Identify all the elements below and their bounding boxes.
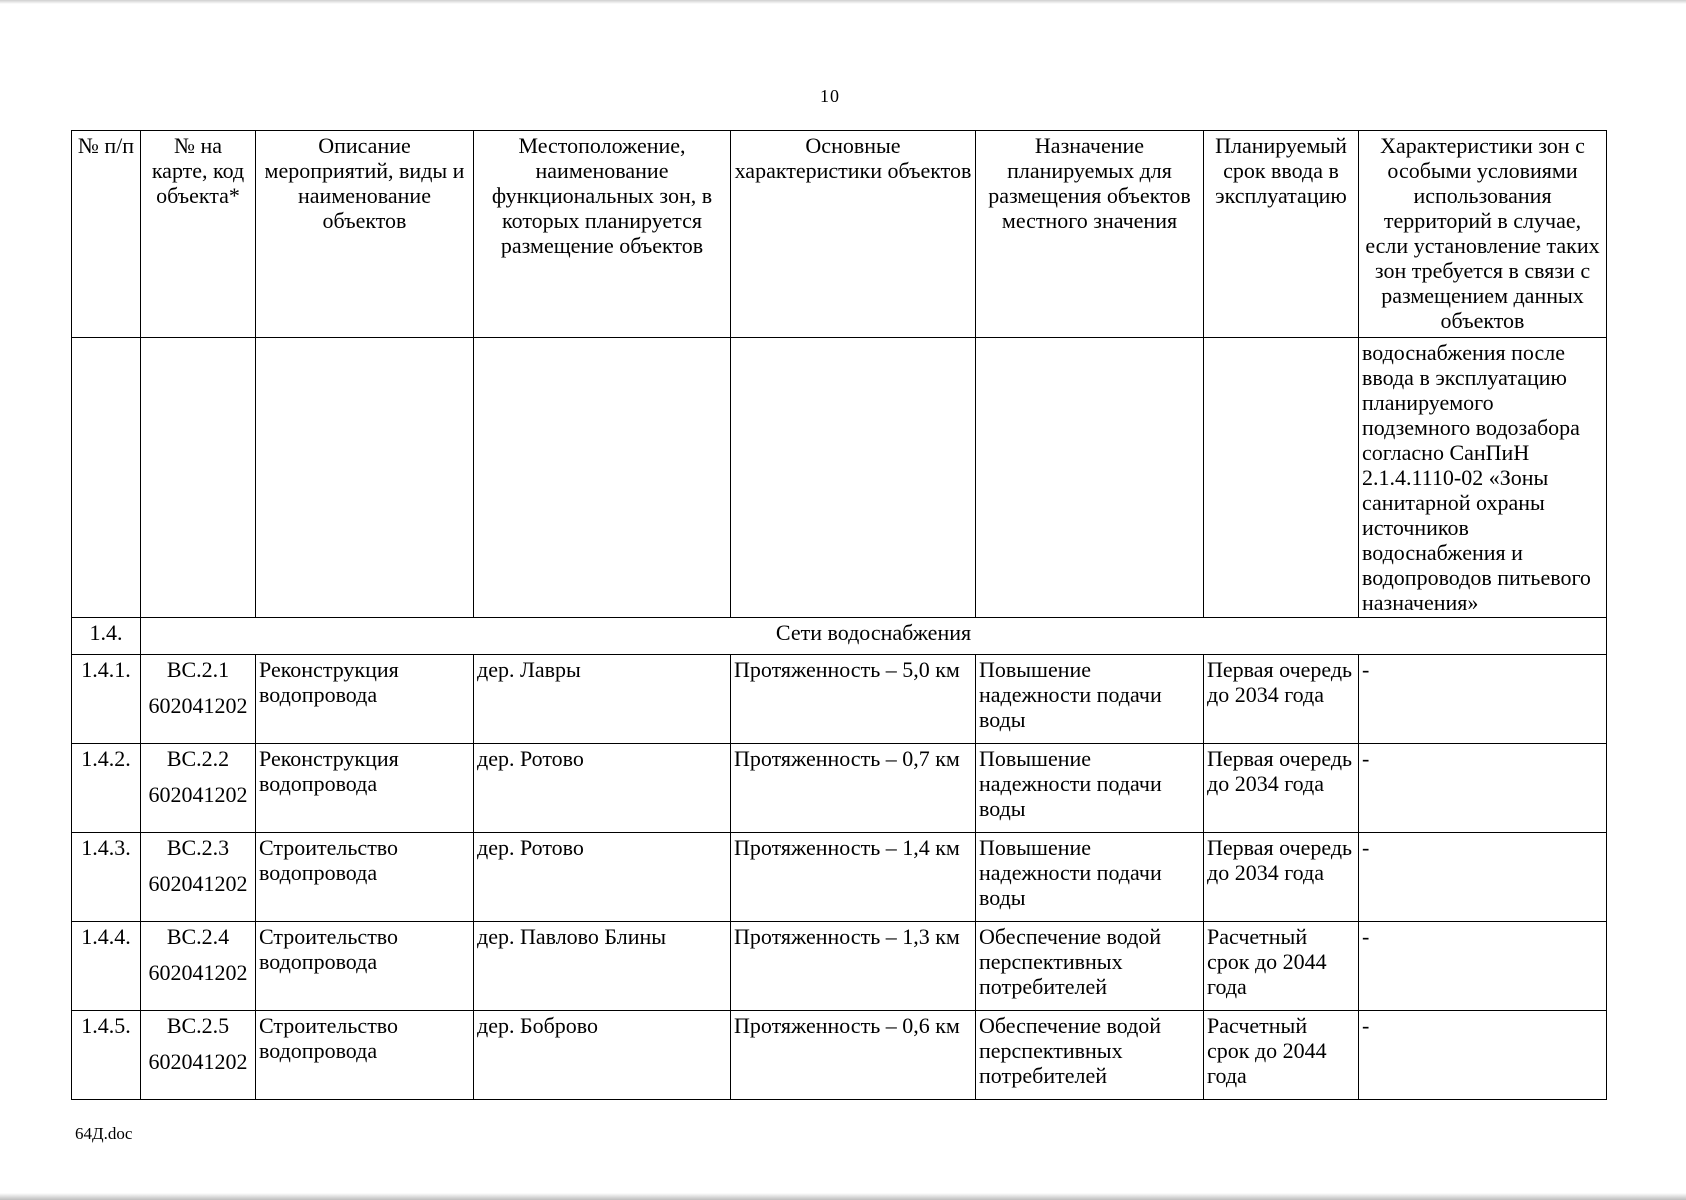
object-code: 602041202 — [148, 782, 248, 807]
table-row — [72, 1011, 1607, 1100]
table-row — [72, 744, 1607, 833]
description-cell: Реконструкция водопровода — [256, 744, 474, 833]
term-cell: Первая очередь до 2034 года — [1204, 744, 1359, 833]
header-row — [72, 131, 1607, 338]
location-cell: дер. Лавры — [474, 655, 731, 744]
term-cell: Первая очередь до 2034 года — [1204, 655, 1359, 744]
purpose-cell: Повышение надежности подачи воды — [976, 833, 1204, 922]
term-cell: Первая очередь до 2034 года — [1204, 833, 1359, 922]
zone-cell: - — [1359, 744, 1607, 833]
purpose-cell: Повышение надежности подачи воды — [976, 744, 1204, 833]
description-cell: Реконструкция водопровода — [256, 655, 474, 744]
characteristics-cell: Протяженность – 0,6 км — [731, 1011, 976, 1100]
purpose-cell: Повышение надежности подачи воды — [976, 655, 1204, 744]
term-cell: Расчетный срок до 2044 года — [1204, 1011, 1359, 1100]
map-id: ВС.2.3 — [166, 835, 230, 860]
row-number: 1.4.4. — [72, 922, 141, 1011]
zone-cell: - — [1359, 833, 1607, 922]
row-number: 1.4.2. — [72, 744, 141, 833]
term-cell: Расчетный срок до 2044 года — [1204, 922, 1359, 1011]
purpose-cell: Обеспечение водой перспективных потребителей — [976, 1011, 1204, 1100]
table-row — [72, 833, 1607, 922]
map-id: ВС.2.5 — [166, 1013, 230, 1038]
section-title: Сети водоснабжения — [141, 618, 1607, 655]
header-cell: № п/п — [72, 131, 141, 338]
table-row — [72, 655, 1607, 744]
header-cell: Назначение планируемых для размещения объектов местного значения — [976, 131, 1204, 338]
continuation-row — [72, 338, 1607, 618]
header-cell: № на карте, код объекта* — [141, 131, 256, 338]
object-code: 602041202 — [148, 693, 248, 718]
location-cell: дер. Ротово — [474, 833, 731, 922]
purpose-cell: Обеспечение водой перспективных потребителей — [976, 922, 1204, 1011]
zone-cell: - — [1359, 655, 1607, 744]
object-code: 602041202 — [148, 960, 248, 985]
scan-edge-bottom — [0, 1193, 1686, 1200]
zone-cell: - — [1359, 1011, 1607, 1100]
map-code-cell — [141, 655, 256, 744]
characteristics-cell: Протяженность – 1,4 км — [731, 833, 976, 922]
section-number: 1.4. — [72, 618, 141, 655]
planned-objects-table — [71, 130, 1607, 1100]
table-row — [72, 922, 1607, 1011]
map-code-cell — [141, 744, 256, 833]
footer-filename: 64Д.doc — [75, 1124, 133, 1143]
header-cell: Местоположение, наименование функциональных зон, в которых планируется размещение объектов — [474, 131, 731, 338]
header-cell: Основные характеристики объектов — [731, 131, 976, 338]
characteristics-cell: Протяженность – 0,7 км — [731, 744, 976, 833]
location-cell: дер. Боброво — [474, 1011, 731, 1100]
location-cell: дер. Павлово Блины — [474, 922, 731, 1011]
header-cell: Характеристики зон с особыми условиями использования территорий в случае, если установление таких зон требуется в связи с размещением данных объектов — [1359, 131, 1607, 338]
map-id: ВС.2.2 — [166, 746, 230, 771]
description-cell: Строительство водопровода — [256, 922, 474, 1011]
characteristics-cell: Протяженность – 1,3 км — [731, 922, 976, 1011]
header-cell: Планируемый срок ввода в эксплуатацию — [1204, 131, 1359, 338]
map-id: ВС.2.1 — [166, 657, 230, 682]
zone-cell: - — [1359, 922, 1607, 1011]
description-cell: Строительство водопровода — [256, 833, 474, 922]
row-number: 1.4.1. — [72, 655, 141, 744]
row-number: 1.4.5. — [72, 1011, 141, 1100]
map-code-cell — [141, 1011, 256, 1100]
page-number: 10 — [820, 86, 840, 106]
location-cell: дер. Ротово — [474, 744, 731, 833]
zone-continuation-text: водоснабжения после ввода в эксплуатацию планируемого подземного водозабора согласно СанПиН 2.1.4.1110-02 «Зоны санитарной охраны источников водоснабжения и водопроводов питьевого назначения» — [1359, 338, 1607, 618]
map-code-cell — [141, 922, 256, 1011]
section-row — [72, 618, 1607, 655]
object-code: 602041202 — [148, 871, 248, 896]
scan-edge-top — [0, 0, 1686, 4]
map-code-cell — [141, 833, 256, 922]
object-code: 602041202 — [148, 1049, 248, 1074]
map-id: ВС.2.4 — [166, 924, 230, 949]
description-cell: Строительство водопровода — [256, 1011, 474, 1100]
row-number: 1.4.3. — [72, 833, 141, 922]
characteristics-cell: Протяженность – 5,0 км — [731, 655, 976, 744]
header-cell: Описание мероприятий, виды и наименование объектов — [256, 131, 474, 338]
